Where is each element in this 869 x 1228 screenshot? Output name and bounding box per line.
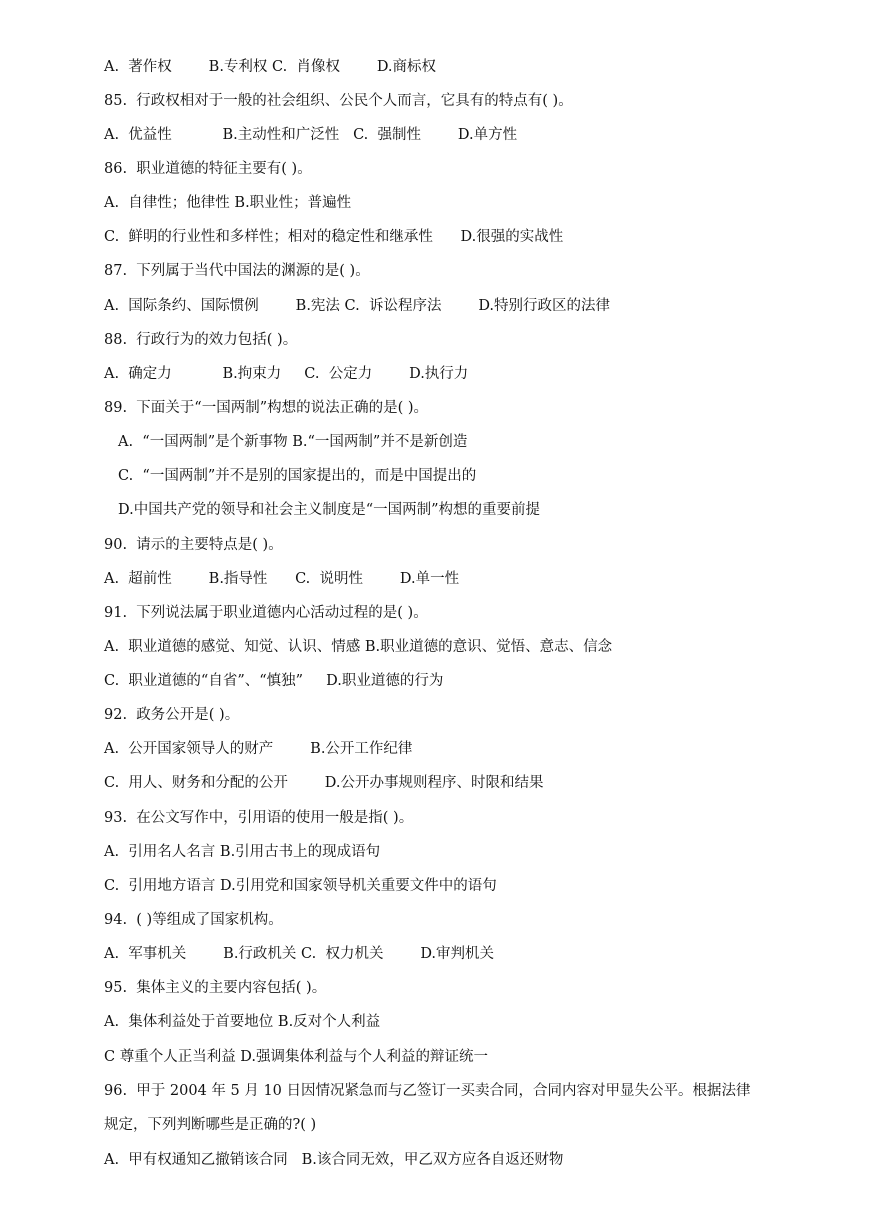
- answer-options-85: A. 优益性 B.主动性和广泛性 C. 强制性 D.单方性: [104, 127, 518, 143]
- question-90: 90. 请示的主要特点是( )。: [104, 537, 283, 553]
- answer-options-92-ab: A. 公开国家领导人的财产 B.公开工作纪律: [104, 741, 413, 757]
- answer-options-92-cd: C. 用人、财务和分配的公开 D.公开办事规则程序、时限和结果: [104, 775, 544, 791]
- question-91: 91. 下列说法属于职业道德内心活动过程的是( )。: [104, 605, 428, 621]
- answer-options-95-ab: A. 集体利益处于首要地位 B.反对个人利益: [104, 1014, 381, 1030]
- question-88: 88. 行政行为的效力包括( )。: [104, 332, 298, 348]
- answer-options-86-ab: A. 自律性；他律性 B.职业性；普遍性: [104, 195, 352, 211]
- answer-options-86-cd: C. 鲜明的行业性和多样性；相对的稳定性和继承性 D.很强的实战性: [104, 229, 564, 245]
- answer-options-91-ab: A. 职业道德的感觉、知觉、认识、情感 B.职业道德的意识、觉悟、意志、信念: [104, 639, 613, 655]
- answer-options-95-cd: C 尊重个人正当利益 D.强调集体利益与个人利益的辩证统一: [104, 1049, 489, 1065]
- answer-options-87: A. 国际条约、国际惯例 B.宪法 C. 诉讼程序法 D.特别行政区的法律: [104, 298, 611, 314]
- question-93: 93. 在公文写作中，引用语的使用一般是指( )。: [104, 810, 414, 826]
- question-87: 87. 下列属于当代中国法的渊源的是( )。: [104, 263, 370, 279]
- answer-options-88: A. 确定力 B.拘束力 C. 公定力 D.执行力: [104, 366, 469, 382]
- answer-options-96-ab: A. 甲有权通知乙撤销该合同 B.该合同无效，甲乙双方应各自返还财物: [104, 1152, 564, 1168]
- question-89: 89. 下面关于“一国两制”构想的说法正确的是( )。: [104, 400, 429, 416]
- answer-options-93-cd: C. 引用地方语言 D.引用党和国家领导机关重要文件中的语句: [104, 878, 497, 894]
- question-92: 92. 政务公开是( )。: [104, 707, 240, 723]
- answer-options-84: A. 著作权 B.专利权 C. 肖像权 D.商标权: [104, 59, 437, 75]
- answer-options-94: A. 军事机关 B.行政机关 C. 权力机关 D.审判机关: [104, 946, 495, 962]
- answer-option-89-c: C. “一国两制”并不是别的国家提出的，而是中国提出的: [118, 468, 477, 484]
- answer-option-89-ab: A. “一国两制”是个新事物 B.“一国两制”并不是新创造: [118, 434, 468, 450]
- question-85: 85. 行政权相对于一般的社会组织、公民个人而言，它具有的特点有( )。: [104, 93, 573, 109]
- answer-option-89-d: D.中国共产党的领导和社会主义制度是“一国两制”构想的重要前提: [118, 502, 541, 518]
- answer-options-91-cd: C. 职业道德的“自省”、“慎独” D.职业道德的行为: [104, 673, 444, 689]
- answer-options-93-ab: A. 引用名人名言 B.引用古书上的现成语句: [104, 844, 381, 860]
- question-96-line-2: 规定，下列判断哪些是正确的?( ): [104, 1117, 317, 1133]
- question-95: 95. 集体主义的主要内容包括( )。: [104, 980, 327, 996]
- answer-options-90: A. 超前性 B.指导性 C. 说明性 D.单一性: [104, 571, 460, 587]
- question-86: 86. 职业道德的特征主要有( )。: [104, 161, 312, 177]
- question-94: 94. ( )等组成了国家机构。: [104, 912, 283, 928]
- question-96-line-1: 96. 甲于 2004 年 5 月 10 日因情况紧急而与乙签订一买卖合同，合同内容对甲显失公平。根据法律: [104, 1083, 751, 1099]
